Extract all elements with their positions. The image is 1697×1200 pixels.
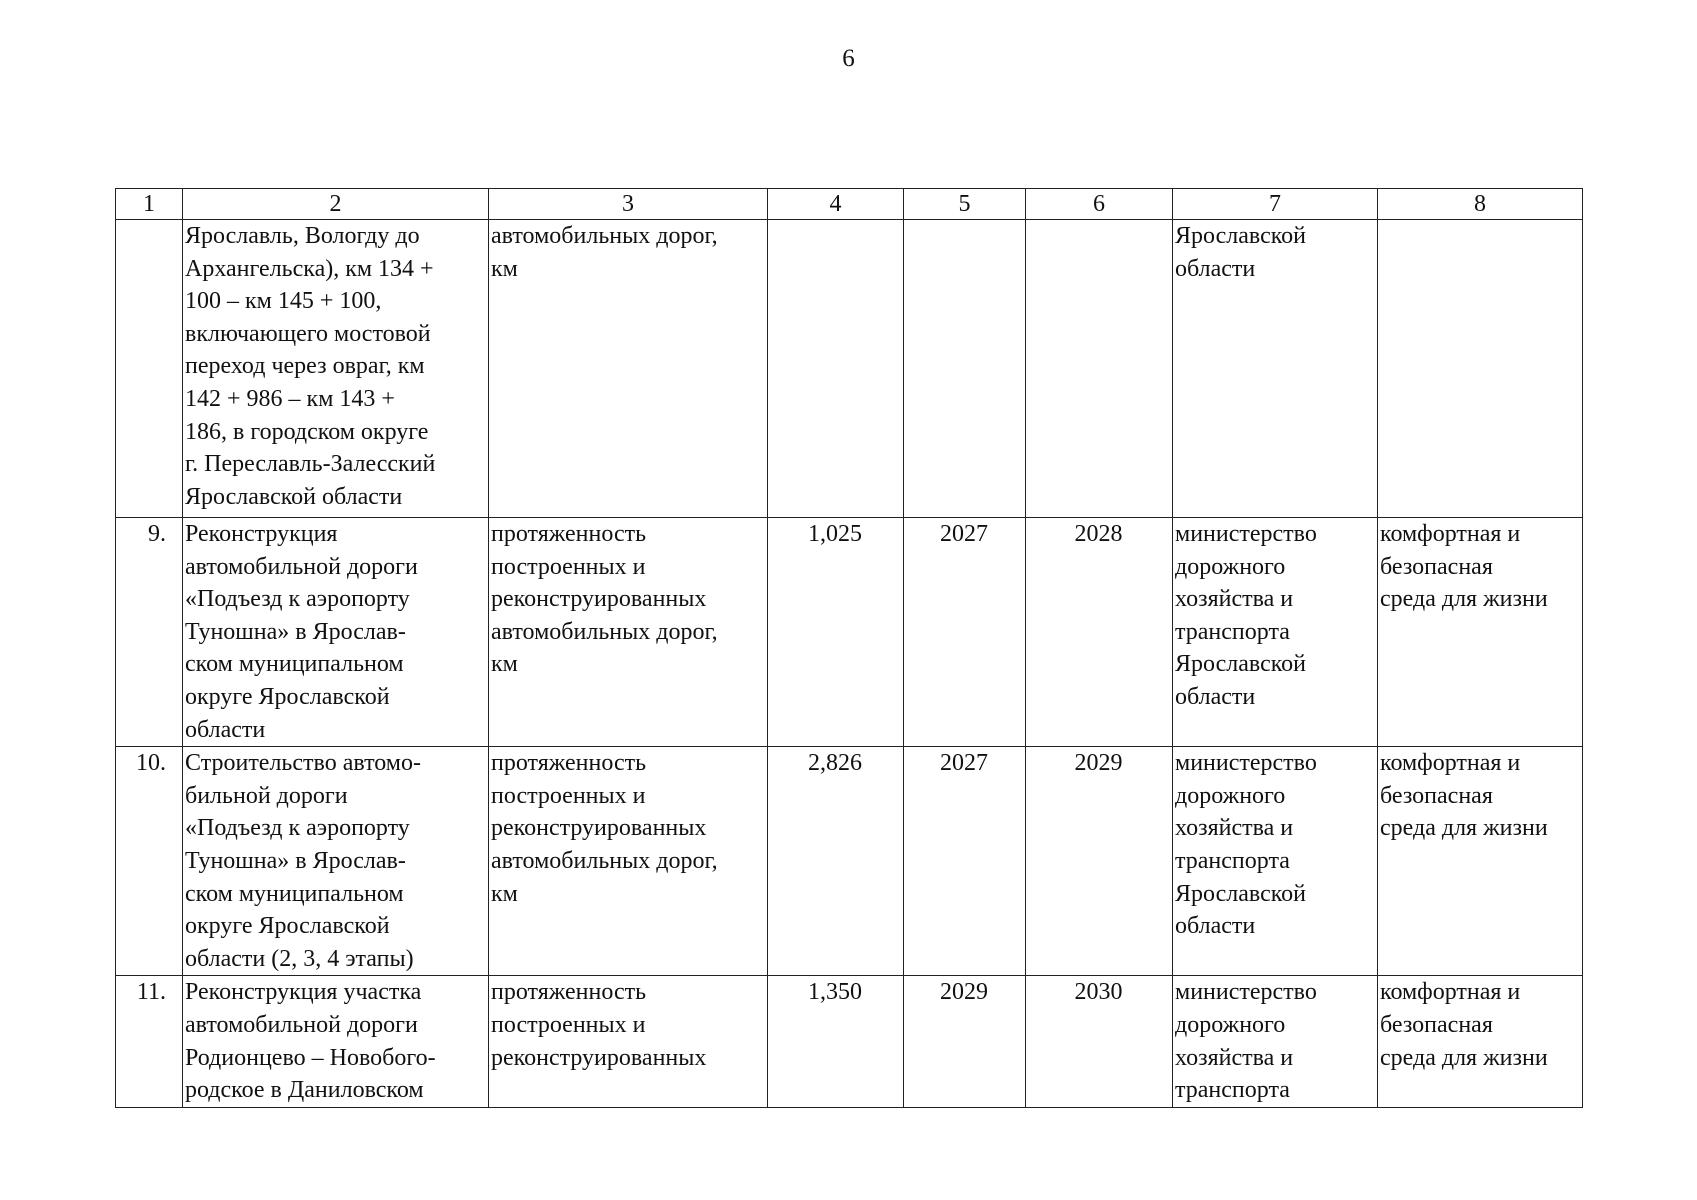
- responsible: [1173, 518, 1378, 747]
- cell-line: округе Ярославской: [185, 913, 390, 940]
- column-header: 7: [1173, 189, 1378, 220]
- value: 1,350: [768, 976, 904, 1107]
- cell-line: реконструированных: [491, 586, 707, 613]
- cell-line: хозяйства и: [1175, 815, 1294, 842]
- start-year: 2027: [904, 747, 1026, 976]
- table-row: [116, 518, 1583, 747]
- cell-line: хозяйства и: [1175, 1044, 1294, 1071]
- goal: [1378, 518, 1583, 747]
- object-name: [183, 220, 489, 518]
- cell-line: включающего мостовой: [185, 320, 431, 347]
- indicator: [489, 518, 768, 747]
- cell-line: Архангельска), км 134 +: [185, 255, 434, 282]
- cell-line: дорожного: [1175, 782, 1286, 809]
- cell-line: округе Ярославской: [185, 683, 390, 710]
- cell-line: «Подъезд к аэропорту: [185, 586, 410, 613]
- cell-line: автомобильной дороги: [185, 553, 418, 580]
- table-row: [116, 220, 1583, 518]
- start-year: 2027: [904, 518, 1026, 747]
- cell-line: области: [1175, 913, 1256, 940]
- column-header: 4: [768, 189, 904, 220]
- cell-line: протяженность: [491, 521, 647, 547]
- indicator: [489, 220, 768, 518]
- header-row: [116, 189, 1583, 220]
- cell-line: среда для жизни: [1380, 1044, 1548, 1071]
- row-number: 11.: [116, 976, 183, 1107]
- end-year: 2029: [1026, 747, 1173, 976]
- column-header: 5: [904, 189, 1026, 220]
- column-header: 1: [116, 189, 183, 220]
- column-header: 8: [1378, 189, 1583, 220]
- cell-line: дорожного: [1175, 553, 1286, 580]
- cell-line: министерство: [1175, 750, 1317, 777]
- cell-line: протяженность: [491, 750, 647, 777]
- cell-line: области: [1175, 683, 1256, 710]
- start-year: [904, 220, 1026, 518]
- cell-line: Реконструкция: [185, 521, 338, 547]
- cell-line: области: [1175, 255, 1256, 282]
- cell-line: г. Переславль-Залесский: [185, 451, 436, 478]
- cell-line: Ярославской области: [185, 483, 403, 510]
- page-number: 6: [842, 45, 855, 72]
- table-row: [116, 976, 1583, 1107]
- end-year: 2028: [1026, 518, 1173, 747]
- cell-line: км: [491, 880, 518, 907]
- cell-line: реконструированных: [491, 1044, 707, 1071]
- cell-line: Ярославской: [1175, 880, 1307, 907]
- cell-line: 100 – км 145 + 100,: [185, 288, 382, 315]
- responsible: [1173, 220, 1378, 518]
- responsible: [1173, 747, 1378, 976]
- end-year: 2030: [1026, 976, 1173, 1107]
- column-header: 6: [1026, 189, 1173, 220]
- cell-line: министерство: [1175, 521, 1317, 547]
- cell-line: км: [491, 651, 518, 678]
- cell-line: протяженность: [491, 979, 647, 1006]
- cell-line: автомобильных дорог,: [491, 847, 718, 874]
- cell-line: министерство: [1175, 979, 1317, 1006]
- cell-line: комфортная и: [1380, 979, 1521, 1006]
- start-year: 2029: [904, 976, 1026, 1107]
- cell-line: Ярославль, Вологду до: [185, 223, 420, 249]
- value: [768, 220, 904, 518]
- cell-line: ском муниципальном: [185, 651, 404, 678]
- cell-line: транспорта: [1175, 1077, 1290, 1104]
- cell-line: родское в Даниловском: [185, 1077, 424, 1104]
- cell-line: безопасная: [1380, 782, 1493, 809]
- cell-line: ском муниципальном: [185, 880, 404, 907]
- object-name: [183, 518, 489, 747]
- cell-line: построенных и: [491, 782, 646, 809]
- table-row: [116, 747, 1583, 976]
- cell-line: реконструированных: [491, 815, 707, 842]
- column-header: 3: [489, 189, 768, 220]
- indicator: [489, 747, 768, 976]
- cell-line: комфортная и: [1380, 750, 1521, 777]
- cell-line: автомобильной дороги: [185, 1011, 418, 1038]
- cell-line: безопасная: [1380, 1011, 1493, 1038]
- cell-line: Строительство автомо-: [185, 750, 421, 777]
- cell-line: Ярославской: [1175, 223, 1307, 249]
- cell-line: 186, в городском округе: [185, 418, 429, 445]
- cell-line: транспорта: [1175, 618, 1290, 645]
- cell-line: автомобильных дорог,: [491, 618, 718, 645]
- goal: [1378, 747, 1583, 976]
- cell-line: «Подъезд к аэропорту: [185, 815, 410, 842]
- indicator: [489, 976, 768, 1107]
- cell-line: среда для жизни: [1380, 815, 1548, 842]
- goal: [1378, 220, 1583, 518]
- cell-line: среда для жизни: [1380, 586, 1548, 613]
- cell-line: дорожного: [1175, 1011, 1286, 1038]
- cell-line: области (2, 3, 4 этапы): [185, 945, 414, 972]
- cell-line: построенных и: [491, 553, 646, 580]
- cell-line: Туношна» в Ярослав-: [185, 847, 406, 874]
- cell-line: бильной дороги: [185, 782, 348, 809]
- projects-table: [115, 188, 1583, 1108]
- value: 1,025: [768, 518, 904, 747]
- responsible: [1173, 976, 1378, 1107]
- cell-line: безопасная: [1380, 553, 1493, 580]
- row-number: 9.: [116, 518, 183, 747]
- cell-line: комфортная и: [1380, 521, 1521, 547]
- cell-line: Ярославской: [1175, 651, 1307, 678]
- cell-line: Родионцево – Новобого-: [185, 1044, 436, 1071]
- cell-line: км: [491, 255, 518, 282]
- row-number: 10.: [116, 747, 183, 976]
- cell-line: области: [185, 716, 266, 743]
- object-name: [183, 747, 489, 976]
- column-header: 2: [183, 189, 489, 220]
- end-year: [1026, 220, 1173, 518]
- cell-line: автомобильных дорог,: [491, 223, 718, 249]
- cell-line: Туношна» в Ярослав-: [185, 618, 406, 645]
- value: 2,826: [768, 747, 904, 976]
- cell-line: Реконструкция участка: [185, 979, 422, 1006]
- cell-line: транспорта: [1175, 847, 1290, 874]
- goal: [1378, 976, 1583, 1107]
- cell-line: хозяйства и: [1175, 586, 1294, 613]
- cell-line: переход через овраг, км: [185, 353, 425, 380]
- row-number: [116, 220, 183, 518]
- object-name: [183, 976, 489, 1107]
- cell-line: 142 + 986 – км 143 +: [185, 385, 395, 412]
- cell-line: построенных и: [491, 1011, 646, 1038]
